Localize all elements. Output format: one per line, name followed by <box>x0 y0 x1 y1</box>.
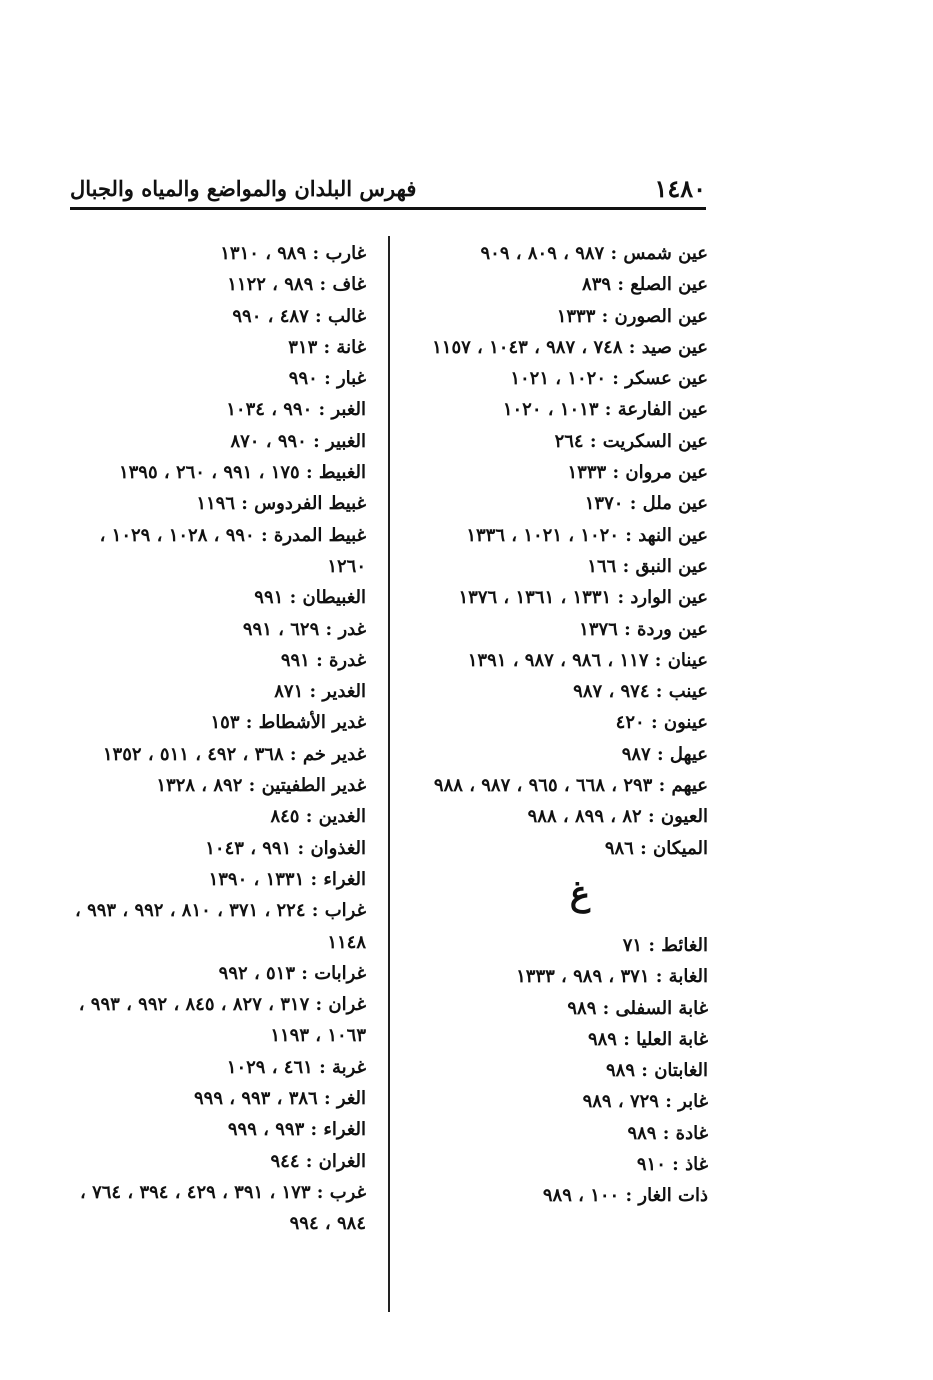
left-entries <box>70 238 366 1240</box>
index-entry: الغدير : ٨٧١ <box>274 681 366 703</box>
index-entry: عين ملل : ١٣٧٠ <box>584 493 708 515</box>
index-entry: عين الفارعة : ١٠١٣ ، ١٠٢٠ <box>502 399 708 421</box>
index-entry: غابة العليا : ٩٨٩ <box>587 1028 708 1050</box>
index-entry: غبيط المدرة : ٩٩٠ ، ١٠٢٨ ، ١٠٢٩ ، ١٢٦٠ <box>99 524 366 577</box>
index-entry: ذات الغار : ١٠٠ ، ٩٨٩ <box>542 1185 708 1207</box>
index-entry: غدر : ٦٢٩ ، ٩٩١ <box>242 618 366 640</box>
index-entry: الغائط : ٧١ <box>622 934 708 956</box>
index-entry: غراب : ٢٢٤ ، ٣٧١ ، ٨١٠ ، ٩٩٢ ، ٩٩٣ ، ١١٤٨ <box>75 900 366 953</box>
index-entry: غبيط الفردوس : ١١٩٦ <box>196 493 366 515</box>
index-entry: الغبر : ٩٩٠ ، ١٠٣٤ <box>226 399 366 421</box>
index-entry: الغابة : ٣٧١ ، ٩٨٩ ، ١٣٣٣ <box>516 966 708 988</box>
index-entry: عينون : ٤٢٠ <box>615 712 708 734</box>
index-entry: غران : ٣١٧ ، ٨٢٧ ، ٨٤٥ ، ٩٩٢ ، ٩٩٣ ، ١٠٦٣ ، ١١٩٣ <box>78 994 366 1047</box>
index-entry: عين الوارد : ١٣٣١ ، ١٣٦١ ، ١٣٧٦ <box>458 587 708 609</box>
index-entry: غدرة : ٩٩١ <box>280 649 366 671</box>
index-entry: عين شمس : ٩٨٧ ، ٨٠٩ ، ٩٠٩ <box>480 243 708 264</box>
index-entry: غدير الأشطاط : ١٥٣ <box>210 712 366 734</box>
section-letter: غ <box>569 873 591 914</box>
index-entry: الغر : ٣٨٦ ، ٩٩٣ ، ٩٩٩ <box>193 1088 366 1110</box>
index-entry: الغراء : ٩٩٣ ، ٩٩٩ <box>227 1119 366 1141</box>
page-header <box>70 170 706 206</box>
right-column <box>412 238 708 1212</box>
index-entry: الغدين : ٨٤٥ <box>270 806 366 828</box>
column-divider <box>388 236 390 1312</box>
index-entry: عين الصلع : ٨٣٩ <box>582 274 708 296</box>
index-entry: غابر : ٧٢٩ ، ٩٨٩ <box>582 1091 708 1113</box>
index-entry: الغذوان : ٩٩١ ، ١٠٤٣ <box>205 837 366 859</box>
right-entries-after <box>412 930 708 1212</box>
index-entry: غابة السفلى : ٩٨٩ <box>567 997 708 1019</box>
right-entries-before <box>412 238 708 864</box>
index-entry: غارب : ٩٨٩ ، ١٣١٠ <box>220 243 366 264</box>
header-rule <box>70 207 706 210</box>
index-entry: الغران : ٩٤٤ <box>270 1150 366 1172</box>
index-entry: غربة : ٤٦١ ، ١٠٢٩ <box>226 1056 366 1078</box>
index-entry: الغبيط : ١٧٥ ، ٩٩١ ، ٢٦٠ ، ١٣٩٥ <box>118 462 366 484</box>
index-entry: الغبيطان : ٩٩١ <box>254 587 366 609</box>
index-entry: غرب : ١٧٣ ، ٣٩١ ، ٤٢٩ ، ٣٩٤ ، ٧٦٤ ، ٩٨٤ ، ٩٩٤ <box>80 1181 366 1235</box>
index-entry: عين عسكر : ١٠٢٠ ، ١٠٢١ <box>510 368 708 390</box>
index-entry: غبار : ٩٩٠ <box>288 368 366 390</box>
index-entry: غدير الطفيتين : ٨٩٢ ، ١٣٢٨ <box>156 775 366 797</box>
index-entry: عينان : ١١٧ ، ٩٨٦ ، ٩٨٧ ، ١٣٩١ <box>467 649 708 671</box>
index-entry: غاذ : ٩١٠ <box>636 1154 708 1176</box>
index-entry: الميكان : ٩٨٦ <box>604 837 708 859</box>
index-entry: عين وردة : ١٣٧٦ <box>579 618 708 640</box>
index-entry: غرابات : ٥١٣ ، ٩٩٢ <box>218 962 366 984</box>
index-entry: غانة : ٣١٣ <box>288 336 366 358</box>
index-entry: عيهل : ٩٨٧ <box>621 743 708 765</box>
index-entry: غدير خم : ٣٦٨ ، ٤٩٢ ، ٥١١ ، ١٣٥٢ <box>102 743 366 765</box>
index-entry: عين السكريت : ٢٦٤ <box>554 430 708 452</box>
index-entry: العيون : ٨٢ ، ٨٩٩ ، ٩٨٨ <box>527 806 708 828</box>
index-entry: غالب : ٤٨٧ ، ٩٩٠ <box>232 305 366 327</box>
index-entry: غاف : ٩٨٩ ، ١١٢٢ <box>227 274 366 296</box>
index-entry: عيهم : ٢٩٣ ، ٦٦٨ ، ٩٦٥ ، ٩٨٧ ، ٩٨٨ <box>433 775 708 797</box>
index-entry: الغبير : ٩٩٠ ، ٨٧٠ <box>230 430 366 452</box>
index-entry: عين مروان : ١٣٣٣ <box>567 462 708 484</box>
index-entry: عين الصورن : ١٣٣٣ <box>556 305 708 327</box>
index-entry: عينب : ٩٧٤ ، ٩٨٧ <box>573 681 708 703</box>
index-entry: عين صيد : ٧٤٨ ، ٩٨٧ ، ١٠٤٣ ، ١١٥٧ <box>432 336 708 358</box>
index-entry: عين النهد : ١٠٢٠ ، ١٠٢١ ، ١٣٣٦ <box>466 524 708 546</box>
index-entry: غادة : ٩٨٩ <box>627 1122 708 1144</box>
page-number: ١٤٨٠ <box>654 173 706 203</box>
index-entry: عين النبق : ١٦٦ <box>587 555 708 577</box>
index-entry: الغراء : ١٣٣١ ، ١٣٩٠ <box>208 868 366 890</box>
index-entry: الغابتان : ٩٨٩ <box>606 1060 708 1082</box>
running-title: فهرس البلدان والمواضع والمياه والجبال <box>70 175 417 201</box>
left-column <box>70 238 366 1240</box>
